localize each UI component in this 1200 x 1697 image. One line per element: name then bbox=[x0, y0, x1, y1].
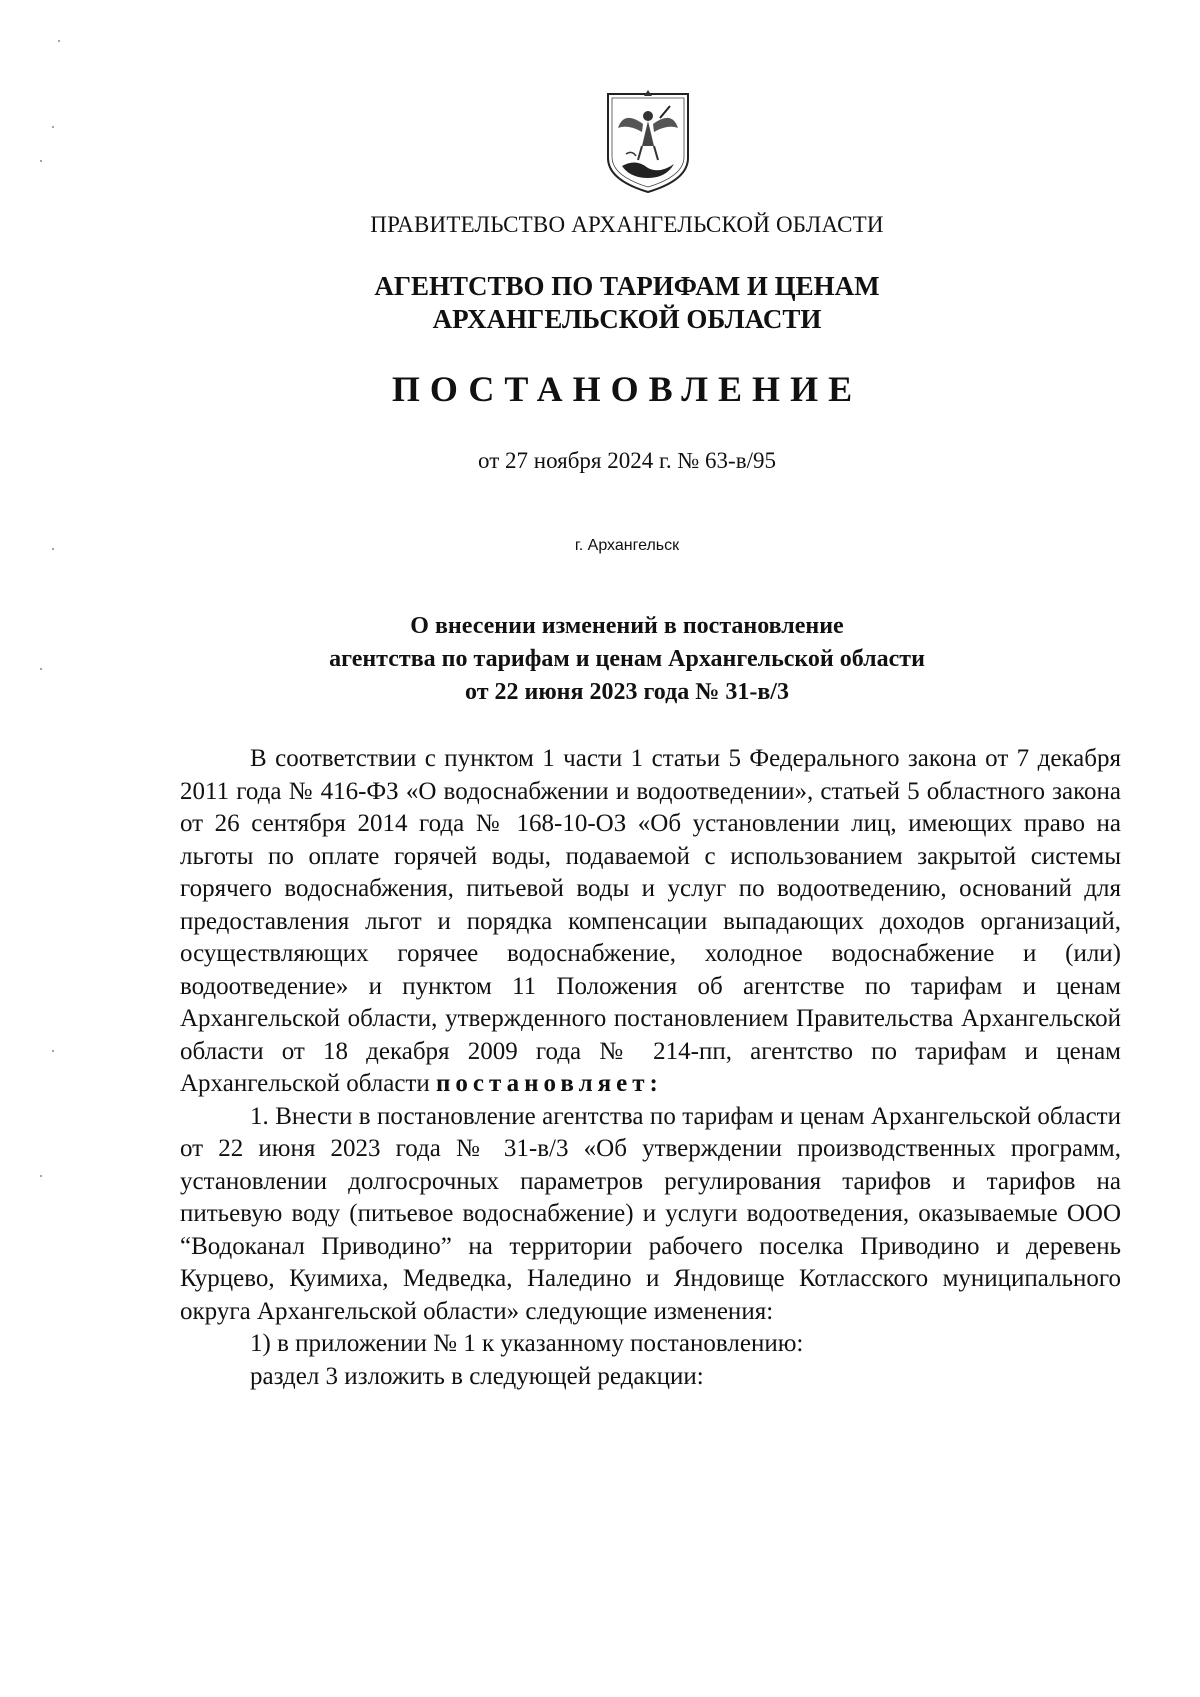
document-title bbox=[0, 610, 1200, 709]
item-1-paragraph: 1. Внести в постановление агентства по тарифам и ценам Архангельской области от 22 июня 2023 года № 31-в/3 «Об утверждении производственных программ, установлении долгосрочных параметров регулирования тарифов и тарифов на питьевую воду (питьевое водоснабжение) и услуги водоотведения, оказываемые ООО “Водоканал Приводино” на территории рабочего поселка Приводино и деревень Курцево, Куимиха, Медведка, Наледино и Яндовище Котласского муниципального округа Архангельской области» следующие изменения: bbox=[180, 1102, 1121, 1325]
document-title-line1: О внесении изменений в постановление bbox=[410, 613, 844, 639]
document-city: г. Архангельск bbox=[574, 537, 680, 554]
scan-speck bbox=[52, 548, 54, 550]
government-name: ПРАВИТЕЛЬСТВО АРХАНГЕЛЬСКОЙ ОБЛАСТИ bbox=[370, 212, 884, 237]
document-date-number: от 27 ноября 2024 г. № 63-в/95 bbox=[478, 448, 776, 473]
scan-speck bbox=[58, 40, 60, 42]
scan-speck bbox=[40, 160, 42, 162]
document-type-heading: ПОСТАНОВЛЕНИЕ bbox=[391, 369, 863, 409]
agency-name-line1: АГЕНТСТВО ПО ТАРИФАМ И ЦЕНАМ bbox=[374, 271, 880, 301]
agency-name bbox=[0, 270, 1200, 336]
document-title-line3: от 22 июня 2023 года № 31-в/3 bbox=[465, 679, 789, 705]
scan-speck bbox=[52, 1050, 54, 1052]
preamble-paragraph bbox=[180, 743, 1121, 1101]
document-body bbox=[180, 743, 1121, 1393]
resolves-word: постановляет: bbox=[436, 1070, 663, 1097]
item-1-subitem-1: 1) в приложении № 1 к указанному постановлению: bbox=[250, 1330, 804, 1357]
scan-speck bbox=[40, 668, 42, 670]
scan-speck bbox=[40, 1175, 42, 1177]
agency-name-line2: АРХАНГЕЛЬСКОЙ ОБЛАСТИ bbox=[432, 304, 822, 334]
preamble-text: В соответствии с пунктом 1 части 1 статьи 5 Федерального закона от 7 декабря 2011 года № 416-ФЗ «О водоснабжении и водоотведении», статьей 5 областного закона от 26 сентября 2014 года № 168-10-ОЗ «Об установлении лиц, имеющих право на льготы по оплате горячей воды, подаваемой с использованием закрытой системы горячего водоснабжения, питьевой воды и услуг по водоотведению, оснований для предоставления льгот и порядка компенсации выпадающих доходов организаций, осуществляющих горячее водоснабжение, холодное водоснабжение и (или) водоотведение» и пунктом 11 Положения об агентстве по тарифам и ценам Архангельской области, утвержденного постановлением Правительства Архангельской области от 18 декабря 2009 года № 214-пп, агентство по тарифам и ценам Архангельской области bbox=[180, 745, 1121, 1097]
coat-of-arms-emblem bbox=[602, 88, 694, 196]
item-1-subitem-2: раздел 3 изложить в следующей редакции: bbox=[250, 1362, 704, 1390]
scan-speck bbox=[52, 126, 54, 128]
document-title-line2: агентства по тарифам и ценам Архангельской области bbox=[329, 646, 925, 672]
